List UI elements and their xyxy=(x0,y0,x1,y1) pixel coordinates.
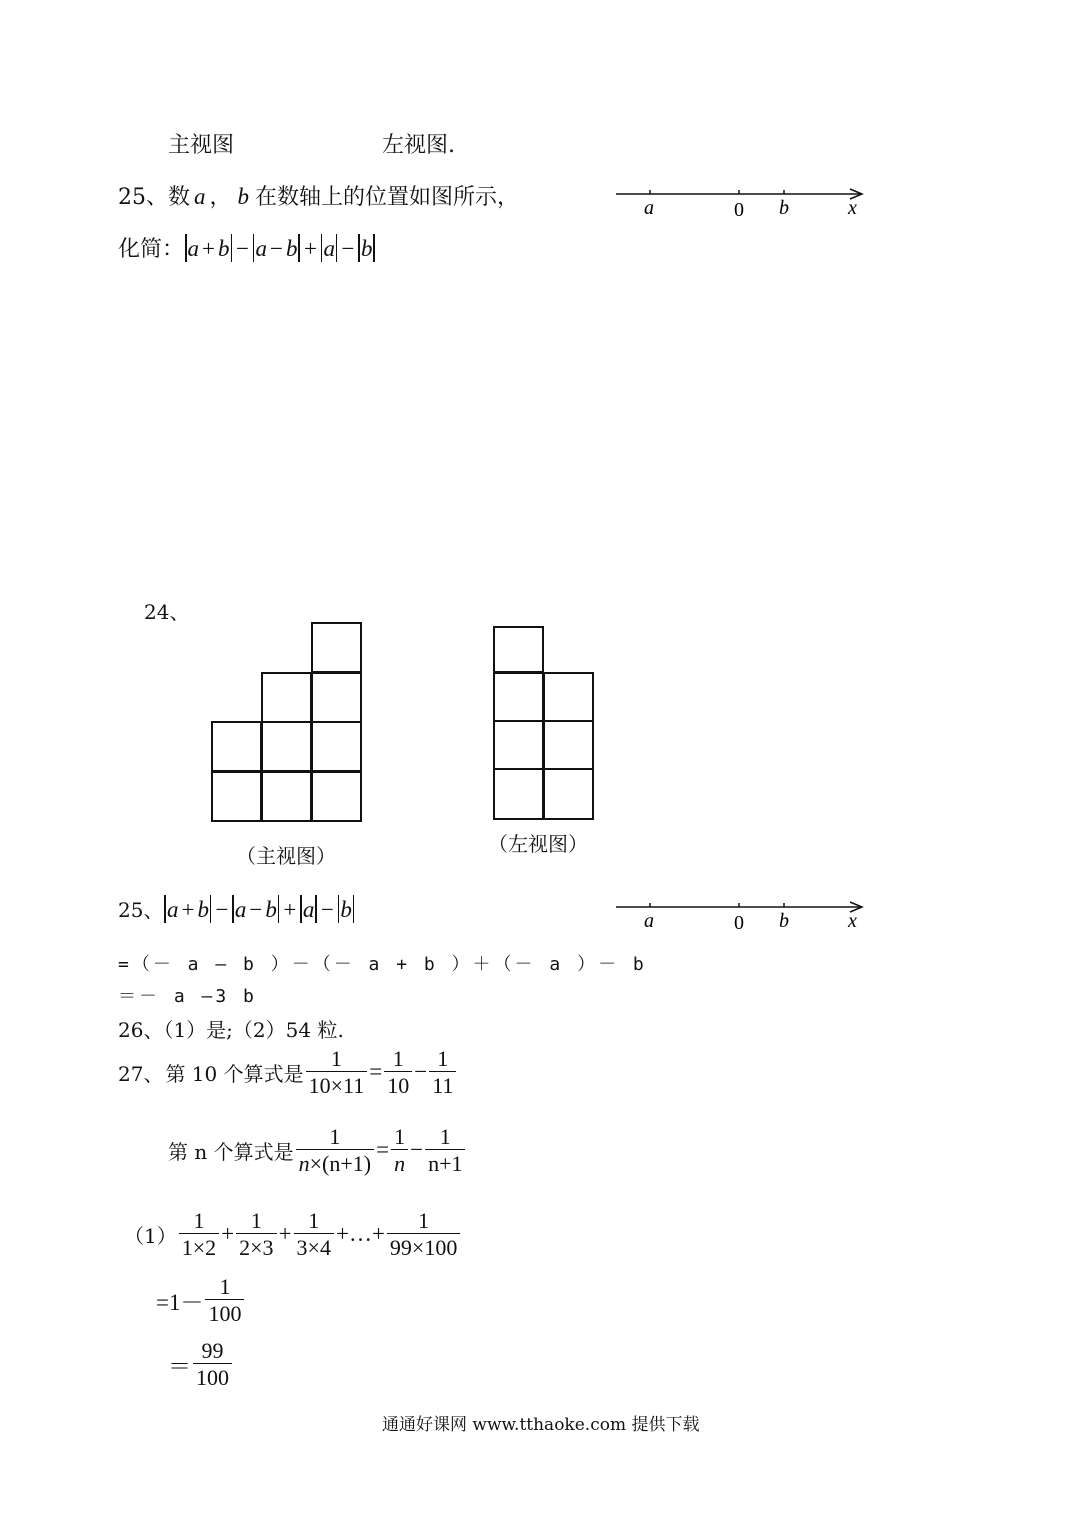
q25-comma: ， xyxy=(209,185,232,210)
q25-number: 25、 xyxy=(118,185,168,210)
ans25-step2: ＝－ a —3 b xyxy=(118,986,257,1007)
grid-cell xyxy=(311,721,362,772)
var-b: b xyxy=(237,184,250,209)
grid-cell xyxy=(311,771,362,822)
equals-sign: = xyxy=(369,1059,383,1085)
q25-text2: 在数轴上的位置如图所示， xyxy=(255,185,520,210)
q25-text1: 数 xyxy=(168,185,191,210)
ans25-number: 25、 xyxy=(118,898,164,922)
abs-expression: a + b − a − b + a − b xyxy=(184,234,376,262)
ellipsis: +…+ xyxy=(335,1221,385,1247)
grid-cell xyxy=(543,720,594,770)
q24-number: 24、 xyxy=(144,600,190,624)
grid-cell xyxy=(493,720,544,770)
fraction-99-over-100: $\frac{99}{100}$ xyxy=(193,1338,232,1391)
fraction-1-over-2x3: $\frac{1}{2\times 3}$ xyxy=(236,1208,276,1261)
sum-label: （1） xyxy=(124,1223,177,1248)
left-view-label: 左视图. xyxy=(382,133,455,158)
ans27-textn: 第 n 个算式是 xyxy=(168,1139,294,1164)
grid-cell xyxy=(261,721,312,772)
ans27-number: 27、 xyxy=(118,1061,164,1086)
fraction-1-over-1x2: $\frac{1}{1\times 2}$ xyxy=(179,1208,219,1261)
minus-sign: − xyxy=(410,1137,424,1163)
minus-sign: − xyxy=(414,1059,428,1085)
fraction-1-over-3x4: $\frac{1}{3\times 4}$ xyxy=(294,1208,334,1261)
q25-simplify-label: 化简： xyxy=(118,237,185,262)
grid-cell xyxy=(543,768,594,820)
fraction-1-over-10x11: $\frac{1}{10\times 11}$ xyxy=(306,1046,368,1099)
fraction-1-over-n-plus-1: $\frac{1}{n+1}$ xyxy=(425,1124,465,1177)
sum-expression: （1） $\frac{1}{1\times 2}$ + $\frac{1}{2\times 3}$ + $\frac{1}{3\times 4}$ +…+ $\frac{1}{99\times 100}$ xyxy=(124,1208,460,1261)
ans25-expression-line xyxy=(118,894,355,923)
ans25-step1: =（－ a — b ）－（－ a + b ）＋（－ a ）－ b xyxy=(118,954,647,975)
number-line-label-b: b xyxy=(779,910,789,932)
sum-step2: ＝ $\frac{99}{100}$ xyxy=(168,1338,232,1391)
grid-cell xyxy=(211,721,262,772)
number-line-label-a: a xyxy=(644,910,654,932)
fraction-1-over-100: $\frac{1}{100}$ xyxy=(205,1274,244,1327)
grid-cell xyxy=(261,771,312,822)
number-line-label-zero: 0 xyxy=(734,199,744,221)
ans27-line2 xyxy=(168,1124,465,1177)
q25-statement xyxy=(118,180,519,211)
main-view-caption: （主视图） xyxy=(236,844,336,868)
grid-cell xyxy=(311,622,362,673)
fraction-1-over-10: $\frac{1}{10}$ xyxy=(384,1046,412,1099)
grid-cell xyxy=(311,672,362,723)
grid-cell xyxy=(543,672,594,722)
fraction-1-over-99x100: $\frac{1}{99\times 100}$ xyxy=(387,1208,460,1261)
fraction-1-over-n-times-n-plus-1: $\frac{1}{n\times(n+1)}$ xyxy=(296,1124,374,1177)
number-line-label-x: x xyxy=(848,910,857,932)
grid-cell xyxy=(261,672,312,723)
grid-cell xyxy=(493,626,544,673)
var-a: a xyxy=(194,184,206,209)
equals-sign: = xyxy=(376,1137,390,1163)
footer-credit: 通通好课网 www.tthaoke.com 提供下载 xyxy=(382,1415,700,1435)
left-view-caption: （左视图） xyxy=(488,832,588,856)
grid-cell xyxy=(493,672,544,722)
grid-cell xyxy=(211,771,262,822)
abs-expression-answer: a + b − a − b + a − b xyxy=(163,895,355,923)
number-line-label-a: a xyxy=(644,197,654,219)
number-line-label-zero: 0 xyxy=(734,912,744,934)
sum-step1: =1－ $\frac{1}{100}$ xyxy=(156,1274,244,1327)
fraction-1-over-11: $\frac{1}{11}$ xyxy=(429,1046,456,1099)
grid-cell xyxy=(493,768,544,820)
ans26: 26、（1）是;（2）54 粒. xyxy=(118,1018,344,1042)
number-line-bottom xyxy=(610,897,870,937)
main-view-label: 主视图 xyxy=(168,133,235,158)
fraction-1-over-n: $\frac{1}{n}$ xyxy=(391,1124,408,1177)
number-line-label-x: x xyxy=(848,197,857,219)
ans27-line1 xyxy=(118,1046,456,1099)
ans27-text10: 第 10 个算式是 xyxy=(165,1061,304,1086)
q25-simplify-line xyxy=(118,232,376,263)
number-line-label-b: b xyxy=(779,197,789,219)
number-line-top xyxy=(610,184,870,224)
